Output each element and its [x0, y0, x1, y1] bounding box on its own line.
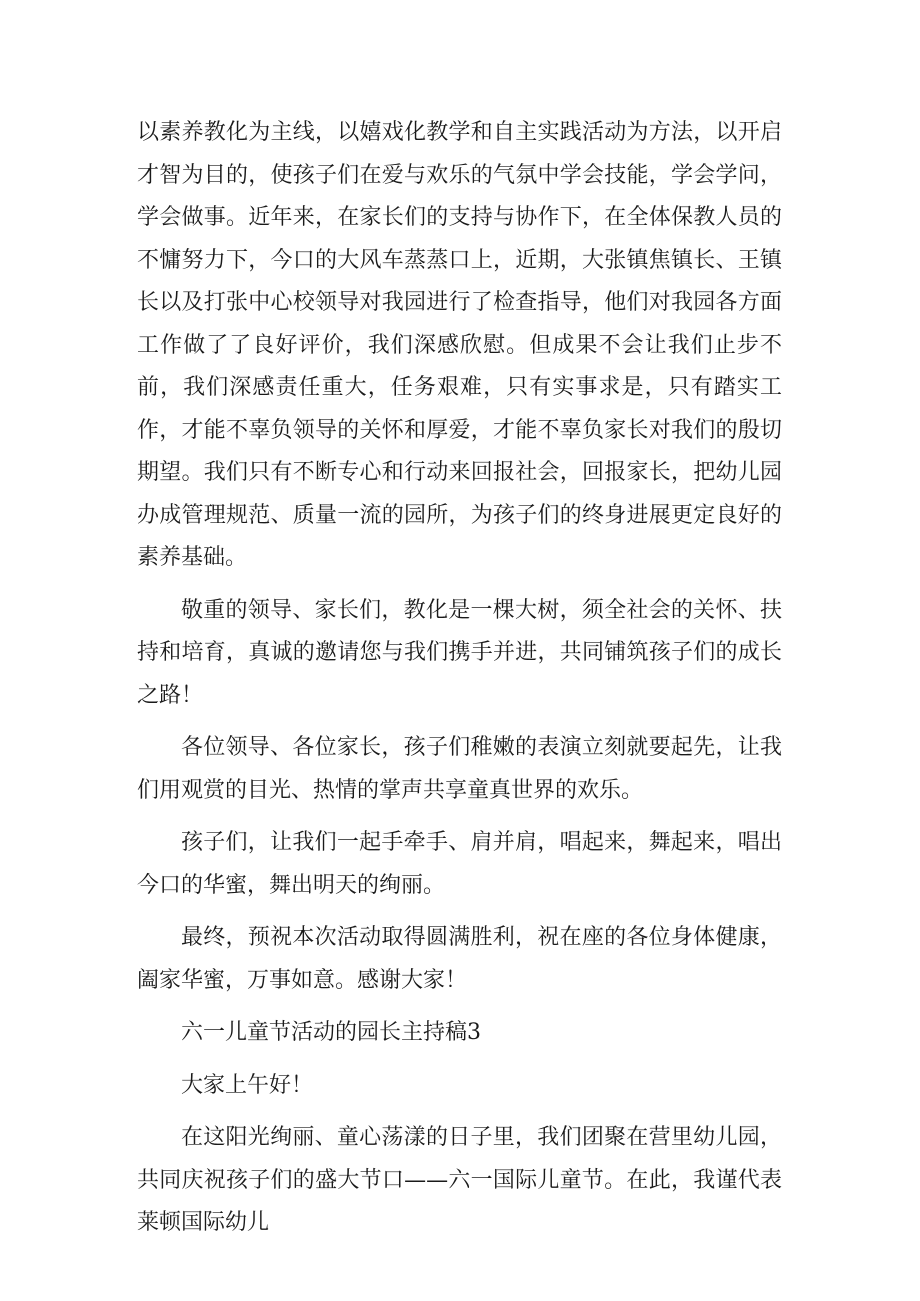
paragraph-opening: 在这阳光绚丽、童心荡漾的日子里，我们团聚在营里幼儿园，共同庆祝孩子们的盛大节口——六一国际儿童节。在此，我谨代表莱顿国际幼儿	[137, 1125, 782, 1235]
paragraph-greeting: 大家上午好！	[181, 1072, 314, 1098]
paragraph-continuation: 以素养教化为主线，以嬉戏化教学和自主实践活动为方法，以开启才智为目的，使孩子们在爱与欢乐的气氛中学会技能，学会学问，学会做事。近年来，在家长们的支持与协作下，在全体保教人员的不慵努力下，今口的大风车蒸蒸口上，近期，大张镇焦镇长、王镇长以及打张中心校领导对我园进行了检查指导，他们对我园各方面工作做了了良好评价，我们深感欣慰。但成果不会让我们止步不前，我们深感责任重大，任务艰难，只有实事求是，只有踏实工作，才能不辜负领导的关怀和厚爱，才能不辜负家长对我们的殷切期望。我们只有不断专心和行动来回报社会，回报家长，把幼儿园办成管理规范、质量一流的园所，为孩子们的终身进展更定良好的素养基础。	[137, 120, 782, 570]
paragraph-children: 孩子们，让我们一起手牵手、肩并肩，唱起来，舞起来，唱出今口的华蜜，舞出明天的绚丽。	[137, 830, 782, 898]
section-heading: 六一儿童节活动的园长主持稿3	[181, 1020, 481, 1045]
paragraph-address-leaders: 敬重的领导、家长们，教化是一棵大树，须全社会的关怀、扶持和培育，真诚的邀请您与我们携手并进，共同铺筑孩子们的成长之路！	[137, 597, 782, 708]
paragraph-performance-intro: 各位领导、各位家长，孩子们稚嫩的表演立刻就要起先，让我们用观赏的目光、热情的掌声共享童真世界的欢乐。	[137, 735, 782, 803]
paragraph-closing: 最终，预祝本次活动取得圆满胜利，祝在座的各位身体健康，阖家华蜜，万事如意。感谢大家！	[137, 925, 782, 993]
document-page	[137, 112, 782, 1255]
